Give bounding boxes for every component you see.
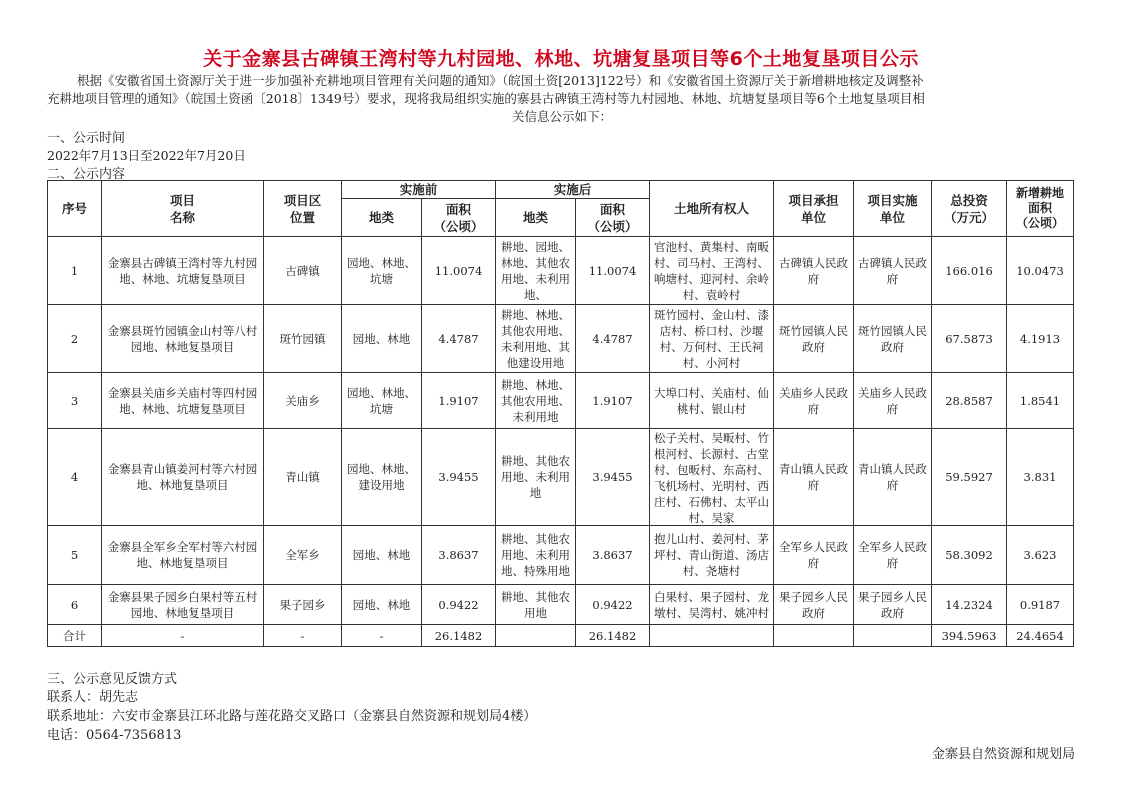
row-owners — [650, 526, 774, 585]
row-before-area — [422, 373, 496, 429]
header-location: 项目区 位置 — [264, 181, 342, 237]
row-project-name-text: 金寨县果子园乡白果村等五村园地、林地复垦项目 — [107, 589, 258, 620]
total-undertaker — [774, 625, 854, 647]
row-location — [264, 526, 342, 585]
contact-address: 联系地址：六安市金寨县江环北路与莲花路交叉路口（金寨县自然资源和规划局4楼） — [47, 709, 537, 724]
row-implementer — [854, 305, 932, 373]
row-location — [264, 305, 342, 373]
row-after-type — [496, 526, 576, 585]
row-location — [264, 237, 342, 305]
header-before-area: 面积 （公顷） — [422, 199, 496, 237]
header-seq: 序号 — [48, 181, 102, 237]
intro-line-2: 充耕地项目管理的通知》（皖国土资函〔2018〕1349号）要求，现将我局组织实施的寨县古碑镇王湾村等九村园地、林地、坑塘复垦项目等6个土地复垦项目相 — [47, 91, 925, 106]
row-undertaker — [774, 526, 854, 585]
row-owners — [650, 429, 774, 526]
row-after-area — [576, 585, 650, 625]
row-after-area — [576, 429, 650, 526]
row-after-area-text: 4.4787 — [592, 331, 633, 346]
row-before-type-text: 园地、林地、建设用地 — [347, 462, 416, 492]
row-before-type — [342, 585, 422, 625]
issuer-signature: 金寨县自然资源和规划局 — [931, 747, 1075, 762]
header-new-area: 新增耕地 面积 （公顷） — [1007, 181, 1074, 237]
row-implementer — [854, 585, 932, 625]
row-after-type-text: 耕地、其他农用地、未利用地、特殊用地 — [501, 532, 570, 578]
row-before-area-text: 11.0074 — [434, 263, 483, 278]
intro-paragraph — [47, 72, 1077, 126]
total-label: 合计 — [48, 625, 102, 647]
table-row — [48, 237, 1074, 305]
row-seq — [48, 305, 102, 373]
header-before: 实施前 — [342, 181, 496, 199]
table-row — [48, 585, 1074, 625]
row-undertaker — [774, 429, 854, 526]
row-before-type — [342, 305, 422, 373]
total-before-type: - — [342, 625, 422, 647]
row-investment-text: 14.2324 — [945, 597, 993, 612]
row-investment — [932, 526, 1007, 585]
row-owners-text: 大埠口村、关庙村、仙桃村、银山村 — [654, 385, 769, 416]
row-before-area — [422, 585, 496, 625]
row-location — [264, 585, 342, 625]
total-before-area: 26.1482 — [422, 625, 496, 647]
row-project-name-text: 金寨县全军乡全军村等六村园地、林地复垦项目 — [107, 540, 258, 570]
row-after-type — [496, 305, 576, 373]
row-seq — [48, 237, 102, 305]
row-undertaker — [774, 305, 854, 373]
row-seq — [48, 373, 102, 429]
row-undertaker-text: 全军乡人民政府 — [779, 540, 848, 570]
row-investment — [932, 429, 1007, 526]
row-seq — [48, 526, 102, 585]
row-project-name — [102, 585, 264, 625]
row-after-area — [576, 526, 650, 585]
row-implementer-text: 全军乡人民政府 — [858, 540, 927, 570]
contact-phone: 电话：0564-7356813 — [47, 728, 182, 743]
row-undertaker-text: 关庙乡人民政府 — [779, 385, 848, 416]
row-implementer — [854, 429, 932, 526]
row-new-area — [1007, 305, 1074, 373]
projects-table — [47, 180, 1074, 647]
row-after-type-text: 耕地、其他农用地 — [501, 589, 570, 620]
page-title: 关于金寨县古碑镇王湾村等九村园地、林地、坑塘复垦项目等6个土地复垦项目公示 — [203, 48, 919, 70]
row-after-area — [576, 237, 650, 305]
row-new-area — [1007, 237, 1074, 305]
row-seq — [48, 585, 102, 625]
row-implementer — [854, 373, 932, 429]
row-implementer-text: 关庙乡人民政府 — [858, 385, 927, 416]
row-investment-text: 58.3092 — [945, 548, 993, 562]
row-undertaker — [774, 585, 854, 625]
row-seq-text: 4 — [70, 470, 79, 484]
row-before-type — [342, 429, 422, 526]
row-project-name-text: 金寨县古碑镇王湾村等九村园地、林地、坑塘复垦项目 — [107, 255, 258, 286]
intro-line-1: 根据《安徽省国土资源厅关于进一步加强补充耕地项目管理有关问题的通知》（皖国土资[2013]122号）和《安徽省国土资源厅关于新增耕地核定及调整补 — [77, 73, 924, 88]
total-implementer — [854, 625, 932, 647]
row-seq-text: 1 — [70, 263, 79, 278]
row-project-name — [102, 526, 264, 585]
table-row — [48, 373, 1074, 429]
row-before-area — [422, 429, 496, 526]
row-seq — [48, 429, 102, 526]
row-new-area-text: 0.9187 — [1019, 597, 1061, 612]
row-seq-text: 5 — [70, 548, 79, 562]
row-location-text: 关庙乡 — [285, 393, 320, 408]
total-location: - — [264, 625, 342, 647]
row-after-type-text: 耕地、园地、林地、其他农用地、未利用地、 — [501, 239, 570, 302]
row-project-name-text: 金寨县青山镇姜河村等六村园地、林地复垦项目 — [107, 462, 258, 492]
row-after-area-text: 3.9455 — [592, 470, 633, 484]
row-before-area-text: 0.9422 — [438, 597, 479, 612]
row-undertaker-text: 斑竹园镇人民政府 — [779, 323, 848, 354]
row-investment-text: 67.5873 — [945, 331, 993, 346]
header-investment: 总投资 （万元） — [932, 181, 1007, 237]
row-implementer-text: 古碑镇人民政府 — [858, 255, 927, 286]
row-before-area-text: 3.8637 — [438, 548, 479, 562]
row-investment-text: 28.8587 — [945, 393, 993, 408]
total-row — [48, 625, 1074, 647]
row-owners-text: 官池村、黄集村、南畈村、司马村、王湾村、响塘村、迎河村、余岭村、袁岭村 — [654, 239, 769, 302]
row-before-area-text: 4.4787 — [438, 331, 479, 346]
table-row — [48, 526, 1074, 585]
row-implementer — [854, 526, 932, 585]
row-investment — [932, 373, 1007, 429]
row-investment — [932, 585, 1007, 625]
row-before-area — [422, 305, 496, 373]
row-before-type-text: 园地、林地、坑塘 — [347, 255, 416, 286]
table-row — [48, 305, 1074, 373]
row-after-area — [576, 305, 650, 373]
row-after-type — [496, 429, 576, 526]
row-before-type-text: 园地、林地 — [352, 597, 411, 612]
row-project-name-text: 金寨县斑竹园镇金山村等八村园地、林地复垦项目 — [107, 323, 258, 354]
total-new-area: 24.4654 — [1007, 625, 1074, 647]
row-project-name — [102, 373, 264, 429]
row-location-text: 青山镇 — [285, 470, 320, 484]
row-location — [264, 429, 342, 526]
row-seq-text: 3 — [70, 393, 79, 408]
row-location-text: 古碑镇 — [285, 263, 320, 278]
row-after-type — [496, 237, 576, 305]
row-new-area — [1007, 526, 1074, 585]
row-before-type — [342, 237, 422, 305]
row-before-area-text: 3.9455 — [438, 470, 479, 484]
row-after-type — [496, 373, 576, 429]
row-implementer-text: 果子园乡人民政府 — [858, 589, 927, 620]
row-undertaker-text: 青山镇人民政府 — [779, 462, 848, 492]
row-implementer — [854, 237, 932, 305]
total-investment: 394.5963 — [932, 625, 1007, 647]
row-after-area-text: 0.9422 — [592, 597, 633, 612]
row-after-type-text: 耕地、其他农用地、未利用地 — [501, 454, 570, 500]
row-before-area — [422, 526, 496, 585]
header-before-type: 地类 — [342, 199, 422, 237]
table-row — [48, 429, 1074, 526]
row-owners — [650, 305, 774, 373]
intro-line-3: 关信息公示如下： — [511, 109, 612, 124]
section3-heading: 三、公示意见反馈方式 — [47, 672, 178, 687]
row-seq-text: 2 — [70, 331, 79, 346]
row-new-area — [1007, 373, 1074, 429]
row-undertaker — [774, 373, 854, 429]
row-new-area — [1007, 429, 1074, 526]
total-name: - — [102, 625, 264, 647]
row-new-area-text: 10.0473 — [1016, 263, 1064, 278]
row-before-area — [422, 237, 496, 305]
row-before-type-text: 园地、林地、坑塘 — [347, 385, 416, 416]
header-name: 项目 名称 — [102, 181, 264, 237]
row-after-area-text: 3.8637 — [592, 548, 633, 562]
row-after-area-text: 1.9107 — [592, 393, 633, 408]
row-undertaker-text: 果子园乡人民政府 — [779, 589, 848, 620]
row-after-type-text: 耕地、林地、其他农用地、未利用地 — [501, 377, 570, 424]
row-owners-text: 白果村、果子园村、龙墩村、吴湾村、姚冲村 — [654, 589, 769, 620]
row-project-name-text: 金寨县关庙乡关庙村等四村园地、林地、坑塘复垦项目 — [107, 385, 258, 416]
row-owners-text: 斑竹园村、金山村、漆店村、桥口村、沙堰村、万何村、王氏祠村、小河村 — [654, 307, 769, 370]
header-undertaker: 项目承担 单位 — [774, 181, 854, 237]
row-investment — [932, 237, 1007, 305]
contact-person: 联系人：胡先志 — [47, 690, 139, 705]
row-after-type-text: 耕地、林地、其他农用地、未利用地、其他建设用地 — [501, 307, 570, 370]
row-owners — [650, 373, 774, 429]
row-project-name — [102, 305, 264, 373]
row-before-type-text: 园地、林地 — [352, 331, 411, 346]
section1-heading: 一、公示时间 — [47, 131, 126, 146]
row-new-area-text: 3.831 — [1023, 470, 1057, 484]
row-new-area-text: 4.1913 — [1019, 331, 1061, 346]
row-investment-text: 59.5927 — [945, 470, 993, 484]
header-after-area: 面积 （公顷） — [576, 199, 650, 237]
row-location — [264, 373, 342, 429]
row-location-text: 全军乡 — [285, 548, 320, 562]
row-before-area-text: 1.9107 — [438, 393, 479, 408]
row-owners — [650, 585, 774, 625]
section2-heading: 二、公示内容 — [47, 167, 126, 182]
header-after: 实施后 — [496, 181, 650, 199]
row-before-type-text: 园地、林地 — [352, 548, 411, 562]
row-owners — [650, 237, 774, 305]
row-before-type — [342, 526, 422, 585]
total-after-type — [496, 625, 576, 647]
row-new-area-text: 1.8541 — [1019, 393, 1061, 408]
row-location-text: 斑竹园镇 — [279, 331, 326, 346]
header-owners: 土地所有权人 — [650, 181, 774, 237]
row-project-name — [102, 237, 264, 305]
row-new-area — [1007, 585, 1074, 625]
row-owners-text: 松子关村、吴畈村、竹根河村、长源村、古堂村、包畈村、东高村、飞机场村、光明村、西庄村、石佛村、太平山村、吴家 — [654, 430, 769, 525]
row-before-type — [342, 373, 422, 429]
row-location-text: 果子园乡 — [279, 597, 326, 612]
row-project-name — [102, 429, 264, 526]
row-new-area-text: 3.623 — [1023, 548, 1057, 562]
header-implementer: 项目实施 单位 — [854, 181, 932, 237]
row-after-area-text: 11.0074 — [588, 263, 637, 278]
row-owners-text: 抱儿山村、姜河村、茅坪村、青山街道、汤店村、尧塘村 — [654, 532, 769, 578]
row-investment-text: 166.016 — [945, 263, 993, 278]
row-implementer-text: 青山镇人民政府 — [858, 462, 927, 492]
publicity-period: 2022年7月13日至2022年7月20日 — [47, 148, 246, 163]
header-after-type: 地类 — [496, 199, 576, 237]
total-after-area: 26.1482 — [576, 625, 650, 647]
row-undertaker-text: 古碑镇人民政府 — [779, 255, 848, 286]
row-implementer-text: 斑竹园镇人民政府 — [858, 323, 927, 354]
row-investment — [932, 305, 1007, 373]
row-after-area — [576, 373, 650, 429]
row-seq-text: 6 — [70, 597, 79, 612]
total-owners — [650, 625, 774, 647]
row-after-type — [496, 585, 576, 625]
row-undertaker — [774, 237, 854, 305]
